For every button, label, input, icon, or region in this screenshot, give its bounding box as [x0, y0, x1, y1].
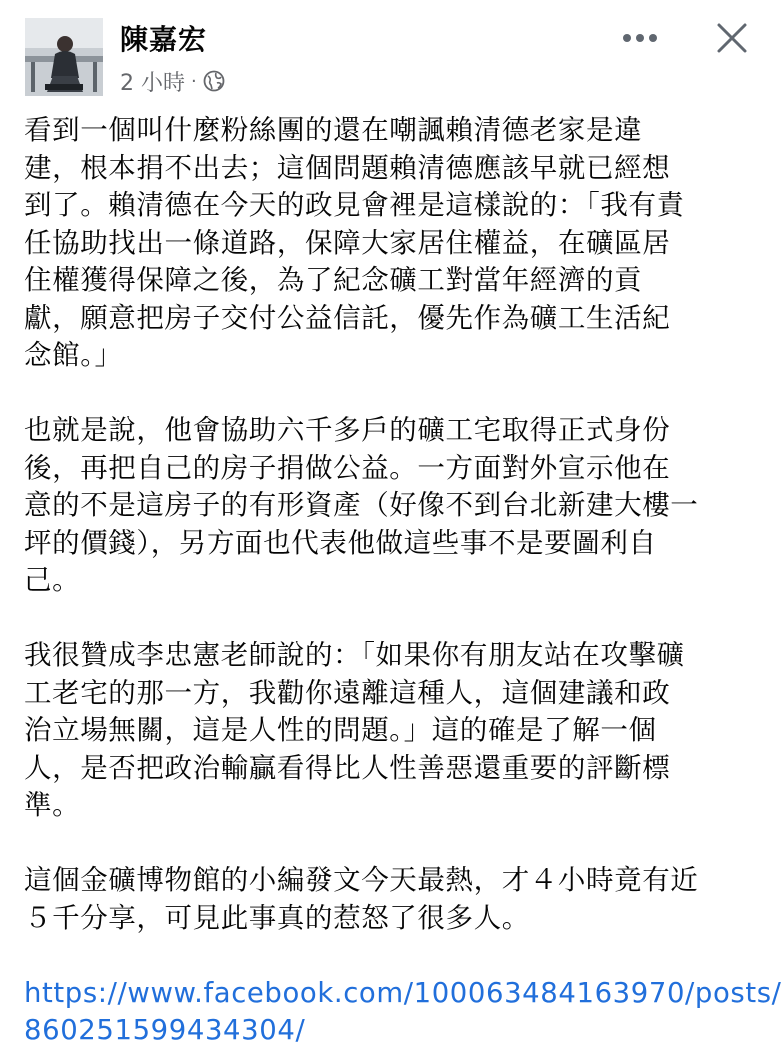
post-paragraph-2: [24, 412, 754, 600]
link-line[interactable]: https://www.facebook.com/100063484163970/posts/: [24, 976, 782, 1009]
paragraph-line: 這個金礦博物館的小編發文今天最熱，才４小時竟有近: [24, 864, 699, 896]
meta-separator: ·: [191, 70, 197, 92]
paragraph-line: 治立場無關，這是人性的問題。」這的確是了解一個: [24, 714, 657, 746]
paragraph-line: 人，是否把政治輸贏看得比人性善惡還重要的評斷標: [24, 751, 671, 784]
author-name[interactable]: 陳嘉宏: [120, 23, 208, 56]
paragraph-line: 到了。賴清德在今天的政見會裡是這樣說的：「我有責: [24, 189, 685, 221]
link-line[interactable]: 860251599434304/: [24, 1014, 306, 1046]
avatar[interactable]: [25, 18, 103, 96]
more-options-button[interactable]: [618, 18, 662, 58]
post-paragraph-1: [24, 112, 754, 375]
paragraph-line: 獻，願意把房子交付公益信託，優先作為礦工生活紀: [24, 301, 671, 334]
globe-icon[interactable]: [203, 70, 225, 92]
paragraph-line: 也就是說，他會協助六千多戶的礦工宅取得正式身份: [24, 414, 671, 446]
paragraph-line: 工老宅的那一方，我勸你遠離這種人，這個建議和政: [24, 676, 671, 709]
paragraph-line: 意的不是這房子的有形資產（好像不到台北新建大樓一: [24, 489, 699, 521]
paragraph-line: 我很贊成李忠憲老師說的：「如果你有朋友站在攻擊礦: [24, 639, 685, 671]
paragraph-line: 念館。」: [24, 339, 123, 371]
paragraph-line: 己。: [24, 564, 81, 596]
post-link[interactable]: [24, 975, 782, 1050]
post-paragraph-3: [24, 637, 754, 825]
paragraph-line: 後，再把自己的房子捐做公益。一方面對外宣示他在: [24, 451, 671, 484]
paragraph-line: 住權獲得保障之後，為了紀念礦工對當年經濟的貢: [24, 264, 643, 296]
avatar-photo: [25, 18, 103, 96]
close-icon: [716, 22, 748, 54]
paragraph-line: 建，根本捐不出去；這個問題賴清德應該早就已經想: [24, 151, 671, 184]
paragraph-line: ５千分享，可見此事真的惹怒了很多人。: [24, 901, 530, 934]
post-paragraph-4: [24, 862, 754, 937]
paragraph-line: 看到一個叫什麼粉絲團的還在嘲諷賴清德老家是違: [24, 114, 643, 146]
post-header: [0, 0, 776, 110]
post-meta: [120, 64, 225, 98]
close-button[interactable]: [708, 14, 756, 62]
post-body: [24, 112, 782, 1050]
paragraph-line: 任協助找出一條道路，保障大家居住權益，在礦區居: [24, 226, 671, 259]
paragraph-line: 準。: [24, 789, 81, 821]
paragraph-line: 坪的價錢），另方面也代表他做這些事不是要圖利自: [24, 526, 657, 559]
more-options-icon: [622, 33, 658, 43]
post-time[interactable]: 2 小時: [120, 70, 185, 96]
